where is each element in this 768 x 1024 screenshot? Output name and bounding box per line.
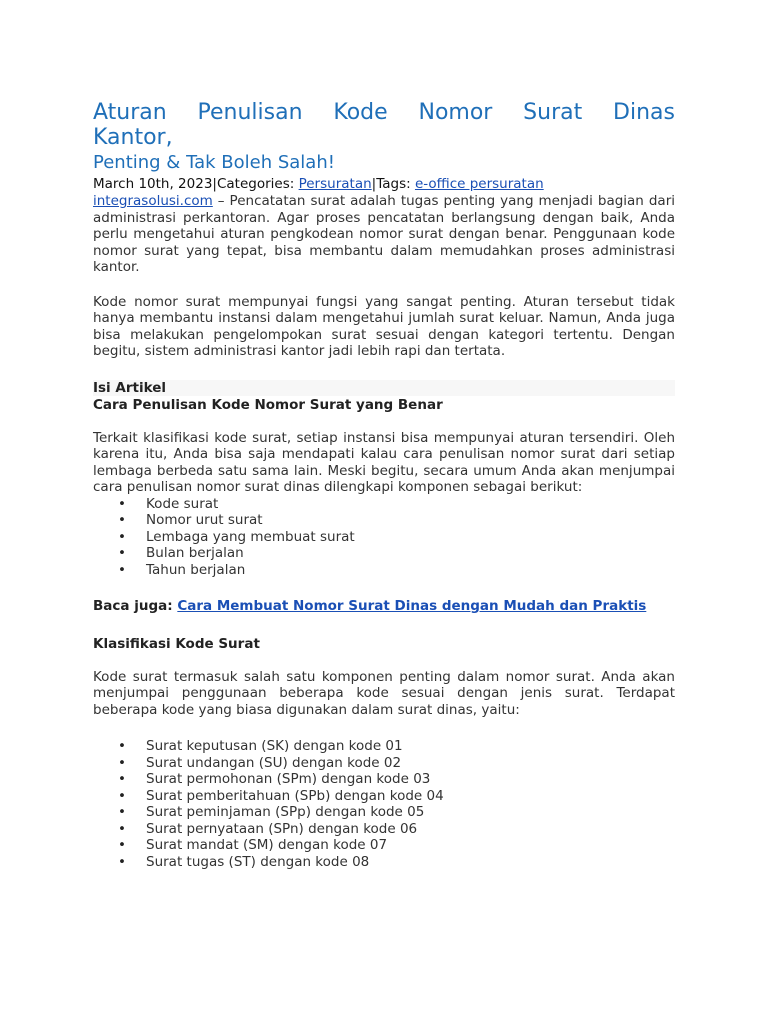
read-also [93, 598, 675, 615]
section-classification-text: Kode surat termasuk salah satu komponen penting dalam nomor surat. Anda akan menjumpai penggunaan beberapa kode sesuai dengan jenis surat. Terdapat beberapa kode yang biasa digunakan dalam surat dinas, yaitu: [93, 668, 675, 718]
codes-list [93, 738, 675, 870]
read-also-label: Baca juga: [93, 598, 178, 614]
list-item: • Surat undangan (SU) dengan kode 02 [93, 755, 675, 772]
article-subtitle: Penting & Tak Boleh Salah! [93, 152, 335, 173]
list-item: • Surat tugas (ST) dengan kode 08 [93, 854, 675, 871]
article-meta [93, 176, 675, 193]
intro-text: – Pencatatan surat adalah tugas penting yang menjadi bagian dari administrasi perkantoran. Agar proses pencatatan berlangsung dengan baik, Anda perlu mengetahui aturan pengkodean nomor surat dengan benar. Penggunaan kode nomor surat yang tepat, bisa membantu dalam memudahkan proses administrasi kantor. [93, 193, 675, 275]
category-link[interactable]: Persuratan [298, 176, 372, 192]
list-item: • Bulan berjalan [93, 545, 675, 562]
list-item: • Surat mandat (SM) dengan kode 07 [93, 837, 675, 854]
meta-separator: | [371, 176, 377, 192]
list-item: • Surat pernyataan (SPn) dengan kode 06 [93, 821, 675, 838]
article-title-line2: Kantor, [93, 125, 173, 150]
site-link[interactable]: integrasolusi.com [93, 193, 213, 209]
section-writing-rules-text: Terkait klasifikasi kode surat, setiap instansi bisa mempunyai aturan tersendiri. Oleh karena itu, Anda bisa saja mendapati kalau cara penulisan nomor surat dari setiap lembaga berbeda satu sama lain. Meski begitu, secara umum Anda akan menjumpai cara penulisan nomor surat dinas dilengkapi komponen sebagai berikut: [93, 429, 675, 495]
section-heading-classification: Klasifikasi Kode Surat [93, 635, 260, 652]
list-item: • Surat pemberitahuan (SPb) dengan kode 04 [93, 788, 675, 805]
section-heading-writing-rules: Cara Penulisan Kode Nomor Surat yang Benar [93, 396, 443, 413]
list-item: • Tahun berjalan [93, 562, 675, 579]
paragraph-function: Kode nomor surat mempunyai fungsi yang sangat penting. Aturan tersebut tidak hanya membantu instansi dalam mengetahui jumlah surat keluar. Namun, Anda juga bisa melakukan pengelompokan surat sesuai dengan kategori tertentu. Dengan begitu, sistem administrasi kantor jadi lebih rapi dan tertata. [93, 293, 675, 359]
article [93, 100, 675, 870]
post-date: March 10th, 2023 [93, 176, 213, 192]
article-title: Aturan Penulisan Kode Nomor Surat Dinas [93, 100, 675, 125]
read-also-link[interactable]: Cara Membuat Nomor Surat Dinas dengan Mudah dan Praktis [177, 598, 647, 614]
meta-separator: | [212, 176, 217, 192]
list-item: • Kode surat [93, 496, 675, 513]
list-item: • Surat peminjaman (SPp) dengan kode 05 [93, 804, 675, 821]
list-item: • Nomor urut surat [93, 512, 675, 529]
tags-label: Tags: [376, 176, 415, 192]
list-item: • Lembaga yang membuat surat [93, 529, 675, 546]
intro-paragraph [93, 193, 675, 276]
list-item: • Surat permohonan (SPm) dengan kode 03 [93, 771, 675, 788]
tag-link[interactable]: e-office persuratan [414, 176, 544, 192]
table-of-contents-label[interactable]: Isi Artikel [93, 380, 675, 396]
components-list [93, 496, 675, 579]
categories-label: Categories: [216, 176, 299, 192]
list-item: • Surat keputusan (SK) dengan kode 01 [93, 738, 675, 755]
